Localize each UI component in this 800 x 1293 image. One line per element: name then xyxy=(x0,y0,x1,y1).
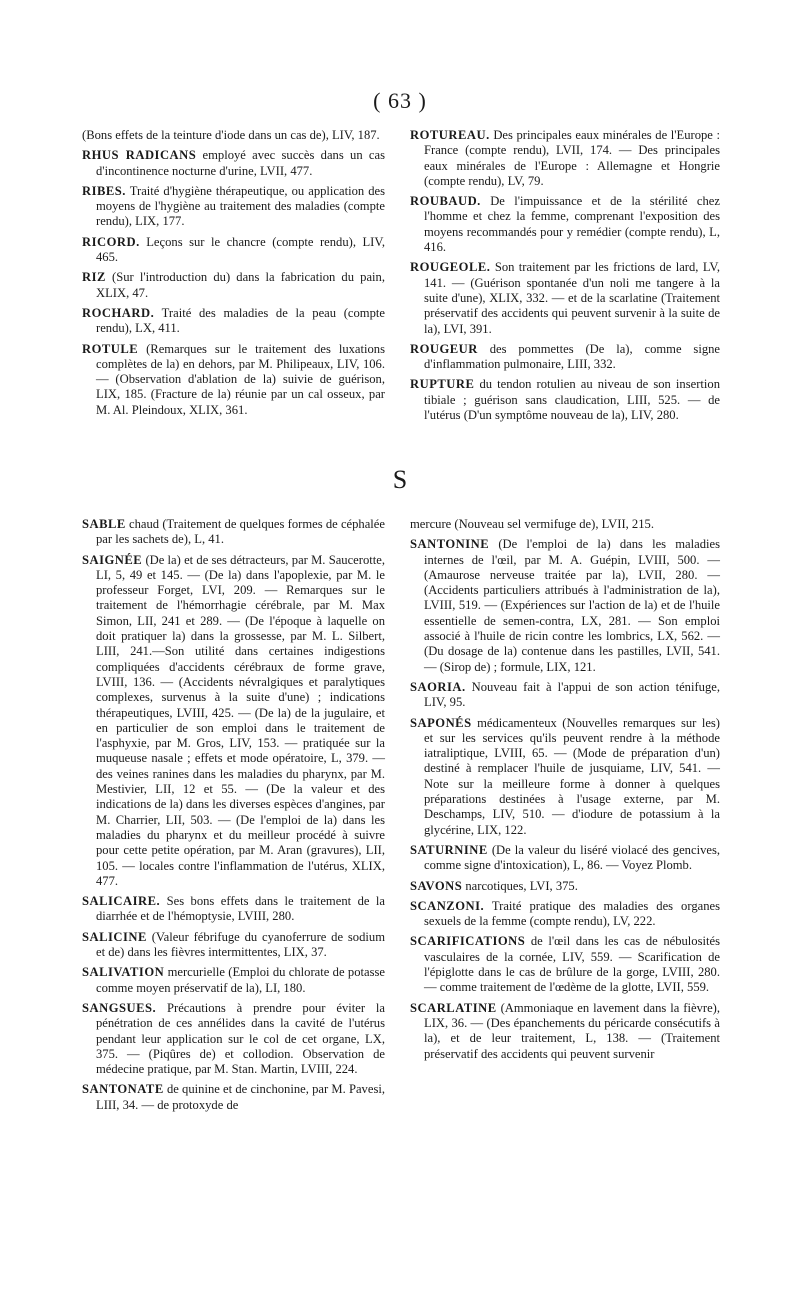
entry-text: Traité pratique des maladies des organes sexuels de la femme (compte rendu), LV, 222. xyxy=(424,898,720,929)
entry-headword: ROUGEOLE. xyxy=(410,260,491,275)
entry-headword: SCARIFICATIONS xyxy=(410,934,526,949)
entry-text: Des principales eaux minérales de l'Europe : France (compte rendu), LVII, 174. — Des principales eaux minérales de l'Europe : Allemagne et Hongrie (compte rendu), LV, 79. xyxy=(424,128,720,188)
entry-headword: SALIVATION xyxy=(82,965,165,980)
index-entry xyxy=(82,1001,385,1077)
entry-headword: SAORIA. xyxy=(410,679,466,694)
entry-text: Traité des maladies de la peau (compte rendu), LX, 411. xyxy=(96,305,385,336)
entry-headword: ROCHARD. xyxy=(82,305,155,320)
page-number: ( 63 ) xyxy=(373,88,427,113)
index-entry xyxy=(82,148,385,179)
entry-text: (Bons effets de la teinture d'iode dans un cas de), LIV, 187. xyxy=(82,128,380,142)
entry-text: De l'impuissance et de la stérilité chez l'homme et chez la femme, comprenant l'exposition des moyens recommandés pour y remédier (compte rendu), L, 416. xyxy=(424,194,720,255)
index-entry xyxy=(410,934,720,995)
entry-text: employé avec succès dans un cas d'incontinence nocturne d'urine, LVII, 477. xyxy=(96,148,385,178)
entry-text: des pommettes (De la), comme signe d'inflammation pulmonaire, LIII, 332. xyxy=(424,341,720,372)
entry-text: (Ammoniaque en lavement dans la fièvre), LIX, 36. — (Des épanchements du péricarde consécutifs à la), et de leur traitement, L, 138. — (Traitement préservatif des accidents qui peuvent survenir xyxy=(424,1000,720,1061)
entry-text: mercure (Nouveau sel vermifuge de), LVII, 215. xyxy=(410,517,654,531)
entry-text: médicamenteux (Nouvelles remarques sur les) et sur les services qu'ils peuvent rendre à la méthode iatraliptique, LVIII, 65. — (Mode de préparation d'un) destiné à remplacer l'huile de jusquiame, LIV, 541. — Note sur la meilleure forme à donner à quelques préparations destinées à l'usage externe, par M. Deschamps, LIV, 510. — d'iodure de potassium à la glycérine, LIX, 122. xyxy=(424,715,720,837)
index-entry xyxy=(82,930,385,961)
entry-headword: SALICAIRE. xyxy=(82,894,161,909)
entry-text: (De l'emploi de la) dans les maladies internes de l'œil, par M. A. Guépin, LVIII, 500. — (Amaurose nerveuse traitée par la), LVII, 280. — (Accidents particuliers attribués à l'administration de la), LVIII, 519. — (Expériences sur l'action de la) et de l'huile essentielle de semen-contra, LX, 281. — Son emploi associé à l'huile de ricin contre les lombrics, LX, 562. — (Du dosage de la) contenue dans les pastilles, LVII, 541. — (Sirop de) ; formule, LIX, 121. xyxy=(424,537,720,674)
entry-headword: SANTONATE xyxy=(82,1082,164,1097)
entry-text: de l'œil dans les cas de nébulosités vasculaires de la cornée, LIV, 559. — Scarification de l'épiglotte dans le cas de brûlure de la gorge, LVIII, 280. — comme traitement de l'œdème de la glotte, LVII, 559. xyxy=(424,934,720,995)
entry-headword: ROUBAUD. xyxy=(410,194,481,209)
entry-text: du tendon rotulien au niveau de son insertion tibiale ; guérison sans claudication, LIII, 525. — de l'utérus (D'un symptôme nouveau de la), LIV, 280. xyxy=(424,377,720,423)
column-left-top xyxy=(82,128,385,423)
entry-headword: RUPTURE xyxy=(410,377,475,392)
entry-headword: SANGSUES. xyxy=(82,1000,157,1015)
entry-headword: RIZ xyxy=(82,270,106,285)
entry-headword: SAPONÉS xyxy=(410,715,472,730)
entry-headword: SCANZONI. xyxy=(410,898,485,913)
entry-text: Traité d'hygiène thérapeutique, ou application des moyens de l'hygiène au traitement des maladies (compte rendu), LIX, 177. xyxy=(96,183,385,229)
entry-text: de quinine et de cinchonine, par M. Pavesi, LIII, 34. — de protoxyde de xyxy=(96,1082,385,1112)
index-entry xyxy=(410,517,720,532)
entry-text: Nouveau fait à l'appui de son action ténifuge, LIV, 95. xyxy=(424,679,720,710)
index-entry xyxy=(82,894,385,925)
index-entry xyxy=(410,342,720,373)
index-entry xyxy=(410,128,720,189)
entry-headword: SALICINE xyxy=(82,929,147,944)
index-entry xyxy=(82,306,385,337)
entry-headword: ROTULE xyxy=(82,341,139,356)
entry-headword: ROTUREAU. xyxy=(410,128,490,142)
entry-text: (Sur l'introduction du) dans la fabrication du pain, XLIX, 47. xyxy=(96,270,385,300)
index-entry xyxy=(410,1001,720,1062)
index-entry xyxy=(82,184,385,230)
index-entry xyxy=(410,899,720,930)
index-entry xyxy=(410,537,720,675)
index-entry xyxy=(82,1082,385,1113)
index-entry xyxy=(82,128,385,143)
entry-headword: SAVONS xyxy=(410,878,463,893)
column-left-bottom xyxy=(82,517,385,1118)
entry-text: chaud (Traitement de quelques formes de céphalée par les sachets de), L, 41. xyxy=(96,517,385,547)
entry-headword: SANTONINE xyxy=(410,537,490,552)
entry-headword: RHUS RADICANS xyxy=(82,148,197,163)
entry-text: (De la valeur du liséré violacé des gencives, comme signe d'intoxication), L, 86. — Voyez Plomb. xyxy=(424,842,720,873)
index-entry xyxy=(410,843,720,874)
entry-text: mercurielle (Emploi du chlorate de potasse comme moyen préservatif de la), LI, 180. xyxy=(96,965,385,995)
entry-headword: ROUGEUR xyxy=(410,341,478,356)
index-entry xyxy=(82,553,385,890)
entry-headword: SABLE xyxy=(82,517,126,531)
entry-text: (De la) et de ses détracteurs, par M. Saucerotte, LI, 5, 49 et 145. — (De la) dans l'apoplexie, par M. le professeur Forget, LVI, 209. — Remarques sur le traitement de l'hémorrhagie cérébrale, par M. Max Simon, LII, 241 et 289. — (De l'époque à laquelle on doit pratiquer la) dans la grossesse, par M. L. Silbert, LIII, 241.—Son utilité dans certaines indigestions compliquées d'accidents cérébraux de forme grave, LVIII, 136. — (Accidents névralgiques et paralytiques complexes, survenus à la suite d'une) ; indications thérapeutiques, LVIII, 425. — (De la) de la jugulaire, et en particulier de son emploi dans le traitement de l'asphyxie, par M. Gros, LIV, 153. — pratiquée sur la muqueuse nasale ; effets et mode opératoire, L, 379. — des veines ranines dans les maladies du pharynx, par M. Mestivier, LII, 12 et 55. — (De la valeur et des indications de la) dans les diverses espèces d'angines, par M. Charrier, LII, 503. — (De l'emploi de la) dans les maladies du pharynx et du meilleur procédé à suivre pour cette petite opération, par M. Aran (gravures), LII, 105. — locales contre l'inflammation de l'utérus, XLIX, 477. xyxy=(96,552,385,888)
index-entry xyxy=(82,235,385,266)
entry-text: narcotiques, LVI, 375. xyxy=(462,878,578,893)
column-right-top xyxy=(410,128,720,428)
entry-text: Précautions à prendre pour éviter la pénétration de ces annélides dans la cavité de l'utérus pendant leur application sur le col de cet organe, LX, 375. — (Piqûres de) et collodion. Observation de médecine pratique, par M. Stan. Martin, LVIII, 224. xyxy=(96,1000,385,1077)
section-letter: S xyxy=(392,465,408,494)
entry-text: Son traitement par les frictions de lard, LV, 141. — (Guérison spontanée d'un noli me tangere à la suite d'une), XLIX, 332. — et de la scarlatine (Traitement préservatif des accidents qui peuvent survenir à la suite de la), LVI, 391. xyxy=(424,260,720,336)
entry-text: (Valeur fébrifuge du cyanoferrure de sodium et de) dans les fièvres intermittentes, LIX, 37. xyxy=(96,929,385,960)
index-entry xyxy=(410,716,720,838)
entry-text: Leçons sur le chancre (compte rendu), LIV, 465. xyxy=(96,234,385,265)
entry-headword: RICORD. xyxy=(82,234,140,249)
index-entry xyxy=(410,879,720,894)
entry-headword: SCARLATINE xyxy=(410,1000,497,1015)
entry-text: Ses bons effets dans le traitement de la diarrhée et de l'hémoptysie, LVIII, 280. xyxy=(96,894,385,924)
index-entry xyxy=(82,342,385,418)
index-entry xyxy=(410,377,720,423)
index-entry xyxy=(410,260,720,336)
column-right-bottom xyxy=(410,517,720,1067)
index-entry xyxy=(410,194,720,255)
entry-headword: RIBES. xyxy=(82,183,126,198)
entry-headword: SATURNINE xyxy=(410,842,488,857)
index-entry xyxy=(410,680,720,711)
index-entry xyxy=(82,270,385,301)
index-entry xyxy=(82,517,385,548)
entry-text: (Remarques sur le traitement des luxations complètes de la) en dehors, par M. Philipeaux, LIV, 106. — (Observation d'ablation de la) suivie de guérison, LIX, 185. (Fracture de la) réunie par un cal osseux, par M. Al. Pleindoux, XLIX, 361. xyxy=(96,341,385,417)
entry-headword: SAIGNÉE xyxy=(82,552,143,567)
index-entry xyxy=(82,965,385,996)
